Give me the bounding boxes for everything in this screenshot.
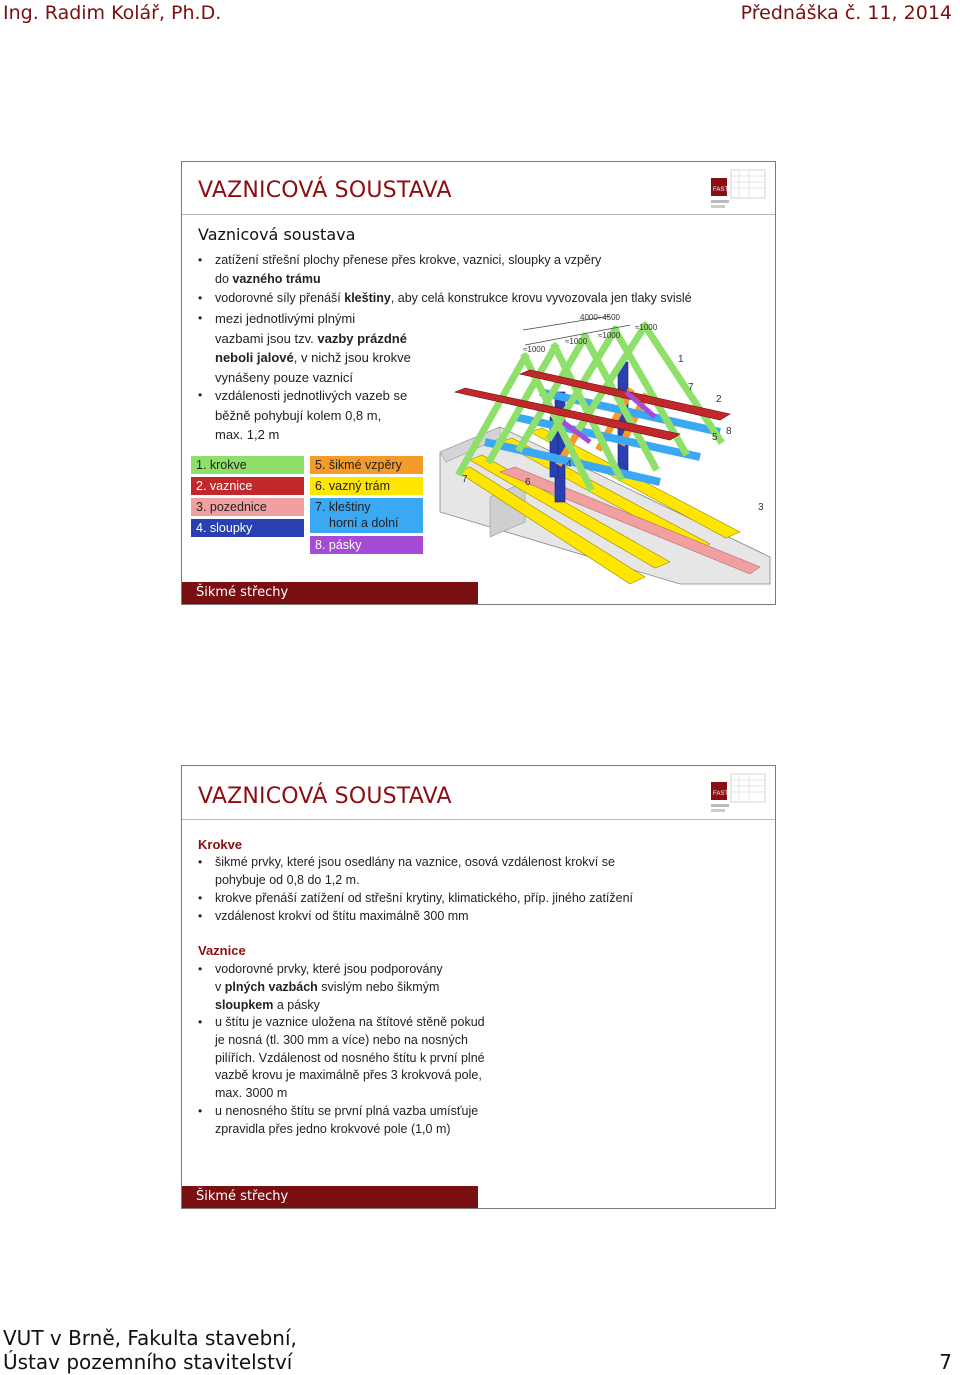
diagram-number-label: 1 [678,354,684,365]
legend-sikme-vzpery: 5. šikmé vzpěry [310,456,423,474]
diagram-number-label: 7 [688,382,694,393]
legend-klestiny-label: 7. kleštiny [315,500,371,514]
bullet-item: • vodorovné síly přenáší kleštiny, aby celá konstrukce krovu vyvozovala jen tlaky svislé [198,291,692,305]
legend-pasky: 8. pásky [310,536,423,554]
legend-klestiny-sub: horní a dolní [329,516,399,530]
bullet-item: • šikmé prvky, které jsou osedlány na vaznice, osová vzdálenost krokví se pohybuje od 0,8 do 1,2 m. [198,855,615,887]
bullet-item: • u nenosného štítu se první plná vazba umísťuje zpravidla přes jedno krokvové pole (1,0 m) [198,1104,479,1136]
legend-pozednice: 3. pozednice [191,498,304,516]
dim-top-label: 4000÷4500 [580,313,620,322]
bullet-item: • vzdálenosti jednotlivých vazeb se běžně pohybují kolem 0,8 m, max. 1,2 m [198,388,408,442]
slide-title: VAZNICOVÁ SOUSTAVA [198,178,452,203]
page-header-lecture: Přednáška č. 11, 2014 [740,2,952,24]
legend-vazny-tram: 6. vazný trám [310,477,423,495]
bullet-item: • u štítu je vaznice uložena na štítové stěně pokud je nosná (tl. 300 mm a více) nebo na nosných pilířích. Vzdálenost od nosného štítu k první plné vazbě krovu je maximálně přes 3 krokvová pole, max. 3000 m [198,1015,485,1101]
slide-1 [181,161,776,605]
diagram-number-label: 6 [525,477,531,488]
section-vaznice: Vaznice [198,943,246,958]
legend-krokve: 1. krokve [191,456,304,474]
diagram-number-label: 3 [758,502,764,513]
slide-title: VAZNICOVÁ SOUSTAVA [198,784,452,809]
bullet-item: • mezi jednotlivými plnými vazbami jsou tzv. vazby prázdné neboli jalové, v nichž jsou krokve vynášeny pouze vaznicí [198,311,411,385]
slide-footer: Šikmé střechy [182,582,478,604]
dim-label: ≈1000 [635,323,658,332]
diagram-number-label: 4 [566,459,572,470]
fast-logo [709,772,767,818]
legend-klestiny [310,498,423,533]
dim-label: ≈1000 [565,337,588,346]
legend-vaznice: 2. vaznice [191,477,304,495]
page-number: 7 [939,1350,952,1374]
fast-logo [709,168,767,214]
bullet-item: • krokve přenáší zatížení od střešní krytiny, klimatického, příp. jiného zatížení [198,891,634,905]
legend-sloupky: 4. sloupky [191,519,304,537]
bullet-item: • vodorovné prvky, které jsou podporovány v plných vazbách svislým nebo šikmým sloupkem a pásky [198,962,443,1012]
svg-text:FAST: FAST [713,187,729,193]
diagram-number-label: 2 [716,394,722,405]
page-footer-line1: VUT v Brně, Fakulta stavební, [3,1326,297,1350]
slide-subtitle: Vaznicová soustava [198,225,356,244]
roof-truss-diagram [430,313,770,584]
dim-label: ≈1000 [523,345,546,354]
page-footer-line2: Ústav pozemního stavitelství [3,1350,293,1374]
title-divider [182,819,775,820]
bullet-item: • vzdálenost krokví od štítu maximálně 300 mm [198,909,469,923]
slide-footer: Šikmé střechy [182,1186,478,1208]
slide-2 [181,765,776,1209]
diagram-number-label: 7 [462,474,468,485]
svg-text:FAST: FAST [713,791,729,797]
page-header-author: Ing. Radim Kolář, Ph.D. [3,2,222,24]
diagram-number-label: 8 [726,426,732,437]
bullet-item: • zatížení střešní plochy přenese přes krokve, vaznici, sloupky a vzpěry do vazného trámu [198,253,602,286]
title-divider [182,214,775,215]
diagram-number-label: 5 [712,432,718,443]
dim-label: ≈1000 [598,331,621,340]
section-krokve: Krokve [198,837,243,852]
